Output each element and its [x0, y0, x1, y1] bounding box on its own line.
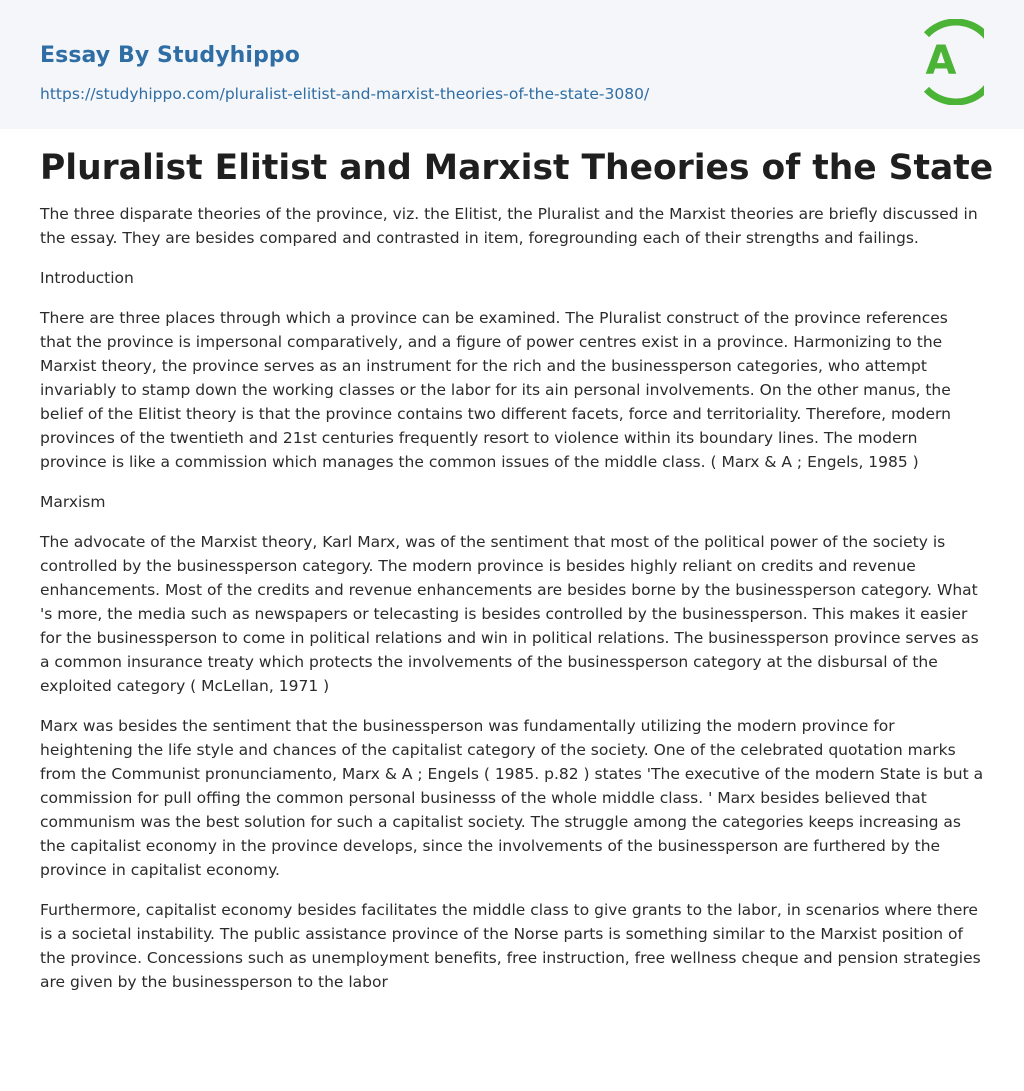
section-heading-introduction: Introduction	[40, 269, 134, 287]
paragraph-marxism-2: Marx was besides the sentiment that the businessperson was fundamentally utilizing the modern province for heightening the life style and chances of the capitalist category of the society. One of the celebrated quotation marks from the Communist pronunciamento, Marx & A ; Engels ( 1985. p.82 ) states 'The executive of the modern State is but a commission for pull offing the common personal businesss of the whole middle class. ' Marx besides believed that communism was the best solution for such a capitalist society. The struggle among the categories keeps increasing as the capitalist economy in the province develops, since the involvements of the businessperson are furthered by the province in capitalist economy.	[40, 717, 984, 879]
logo-letter: A	[925, 38, 957, 84]
studyhippo-logo-icon[interactable]	[916, 19, 984, 105]
paragraph-introduction: There are three places through which a province can be examined. The Pluralist construct of the province references that the province is impersonal comparatively, and a figure of power centres exist in a province. Harmonizing to the Marxist theory, the province serves as an instrument for the rich and the businessperson categories, who attempt invariably to stamp down the working classes or the labor for its ain personal involvements. On the other manus, the belief of the Elitist theory is that the province contains two different facets, force and territoriality. Therefore, modern provinces of the twentieth and 21st centuries frequently resort to violence within its boundary lines. The modern province is like a commission which manages the common issues of the middle class. ( Marx & A ; Engels, 1985 )	[40, 309, 951, 471]
site-header	[0, 0, 1024, 129]
site-brand[interactable]: Essay By Studyhippo	[40, 43, 300, 68]
paragraph-summary: The three disparate theories of the province, viz. the Elitist, the Pluralist and the Marxist theories are briefly discussed in the essay. They are besides compared and contrasted in item, foregrounding each of their strengths and failings.	[40, 205, 978, 247]
page-url-link[interactable]: https://studyhippo.com/pluralist-elitist-and-marxist-theories-of-the-state-3080/	[40, 85, 650, 103]
page-title: Pluralist Elitist and Marxist Theories of the State	[40, 148, 994, 188]
section-heading-marxism: Marxism	[40, 493, 106, 511]
paragraph-marxism-1: The advocate of the Marxist theory, Karl Marx, was of the sentiment that most of the political power of the society is controlled by the businessperson category. The modern province is besides highly reliant on credits and revenue enhancements. Most of the credits and revenue enhancements are besides borne by the businessperson category. What 's more, the media such as newspapers or telecasting is besides controlled by the businessperson. This makes it easier for the businessperson to come in political relations and win in political relations. The businessperson province serves as a common insurance treaty which protects the involvements of the businessperson category at the disbursal of the exploited category ( McLellan, 1971 )	[40, 533, 979, 695]
article-content	[0, 146, 1024, 994]
paragraph-marxism-3: Furthermore, capitalist economy besides facilitates the middle class to give grants to the labor, in scenarios where there is a societal instability. The public assistance province of the Norse parts is something similar to the Marxist position of the province. Concessions such as unemployment benefits, free instruction, free wellness cheque and pension strategies are given by the businessperson to the labor	[40, 901, 981, 991]
